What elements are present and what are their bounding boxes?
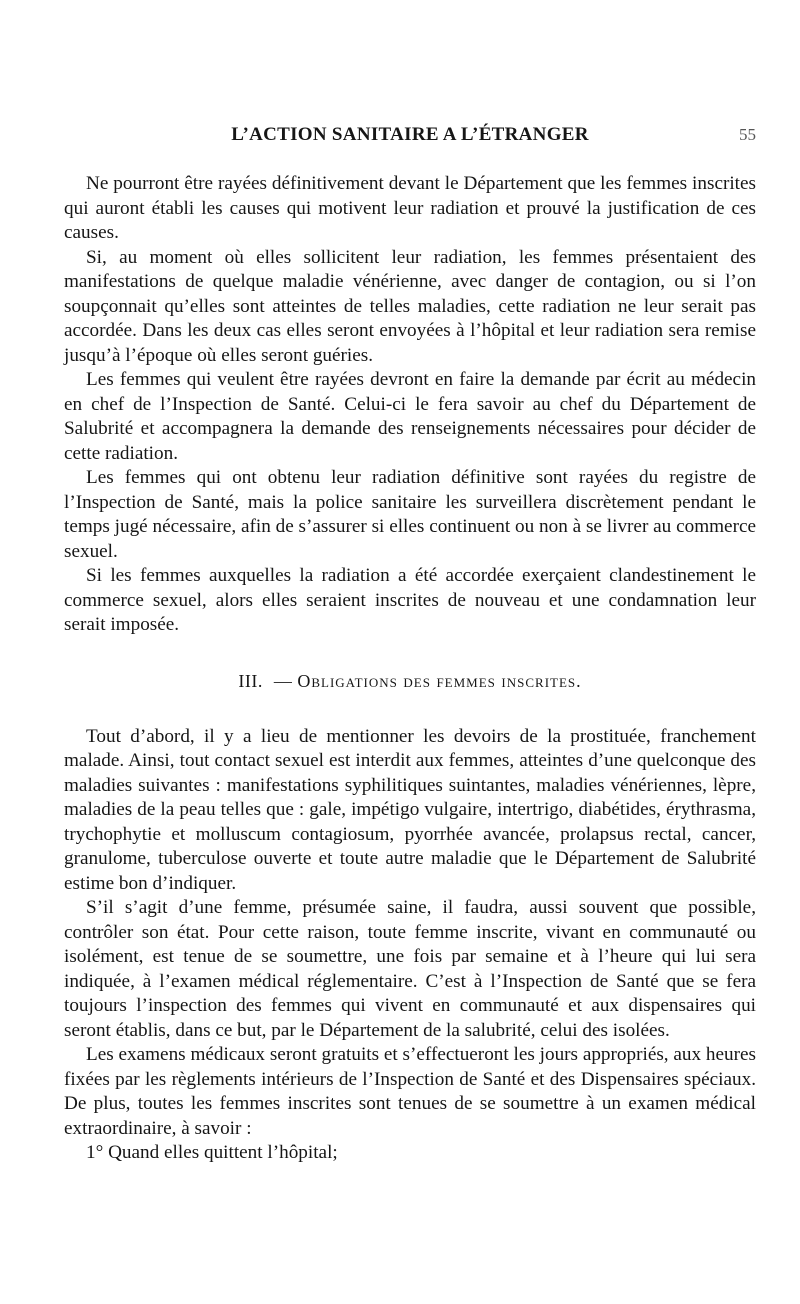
section-title: Obligations des femmes inscrites.	[297, 670, 582, 691]
section-number: III.	[238, 670, 263, 691]
paragraph: Ne pourront être rayées définitivement devant le Département que les femmes inscrites qui auront établi les causes qui motivent leur radiation et prouvé la justification de ces causes.	[64, 173, 756, 243]
page	[64, 118, 756, 1166]
list-item: 1° Quand elles quittent l’hôpital;	[86, 1142, 338, 1163]
paragraph: Si les femmes auxquelles la radiation a été accordée exerçaient clandestinement le commerce sexuel, alors elles seraient inscrites de nouveau et une condamnation leur serait imposée.	[64, 565, 756, 635]
paragraph: Tout d’abord, il y a lieu de mentionner les devoirs de la prostituée, franchement malade. Ainsi, tout contact sexuel est interdit aux femmes, atteintes d’une quelconque des maladies suivantes : manifestations syphilitiques suintantes, maladies vénériennes, lèpre, maladies de la peau telles que : gale, impétigo vulgaire, intertrigo, diabétides, érythrasma, trychophytie et molluscum contagiosum, pyorrhée avancée, prolapsus rectal, cancer, granulome, tuberculose ouverte et toute autre maladie que le Département de Salubrité estime bon d’indiquer.	[64, 725, 756, 894]
body-text-bottom	[64, 725, 756, 1166]
section-dash: —	[273, 670, 293, 691]
running-title: L’ACTION SANITAIRE A L’ÉTRANGER	[231, 124, 589, 145]
paragraph: Si, au moment où elles sollicitent leur radiation, les femmes présentaient des manifestations de quelque maladie vénérienne, avec danger de contagion, ou si l’on soupçonnait qu’elles sont atteintes de telles maladies, cette radiation ne leur serait pas accordée. Dans les deux cas elles seront envoyées à l’hôpital et leur radiation sera remise jusqu’à l’époque où elles seront guéries.	[64, 246, 756, 366]
paragraph: S’il s’agit d’une femme, présumée saine, il faudra, aussi souvent que possible, contrôler son état. Pour cette raison, toute femme inscrite, vivant en communauté ou isolément, est tenue de se soumettre, une fois par semaine et à l’heure qui lui sera indiquée, à l’examen médical réglementaire. C’est à l’Inspection de Santé que se fera toujours l’inspection des femmes qui vivent en communauté et aux dispensaires qui seront établis, dans ce but, par le Département de la salubrité, celui des isolées.	[64, 897, 756, 1041]
running-head	[64, 118, 756, 152]
paragraph: Les femmes qui ont obtenu leur radiation définitive sont rayées du registre de l’Inspection de Santé, mais la police sanitaire les surveillera discrètement pendant le temps jugé nécessaire, afin de s’assurer si elles continuent ou non à se livrer au commerce sexuel.	[64, 467, 756, 562]
page-number: 55	[739, 125, 756, 144]
paragraph: Les examens médicaux seront gratuits et s’effectueront les jours appropriés, aux heures fixées par les règlements intérieurs de l’Inspection de Santé et des Dispensaires spéciaux. De plus, toutes les femmes inscrites sont tenues de se soumettre à un examen médical extraordinaire, à savoir :	[64, 1044, 756, 1139]
body-text-top	[64, 172, 756, 638]
paragraph: Les femmes qui veulent être rayées devront en faire la demande par écrit au médecin en chef de l’Inspection de Santé. Celui-ci le fera savoir au chef du Département de Salubrité et accompagnera la demande des renseignements nécessaires pour décider de cette radiation.	[64, 369, 756, 464]
section-heading	[64, 669, 756, 693]
